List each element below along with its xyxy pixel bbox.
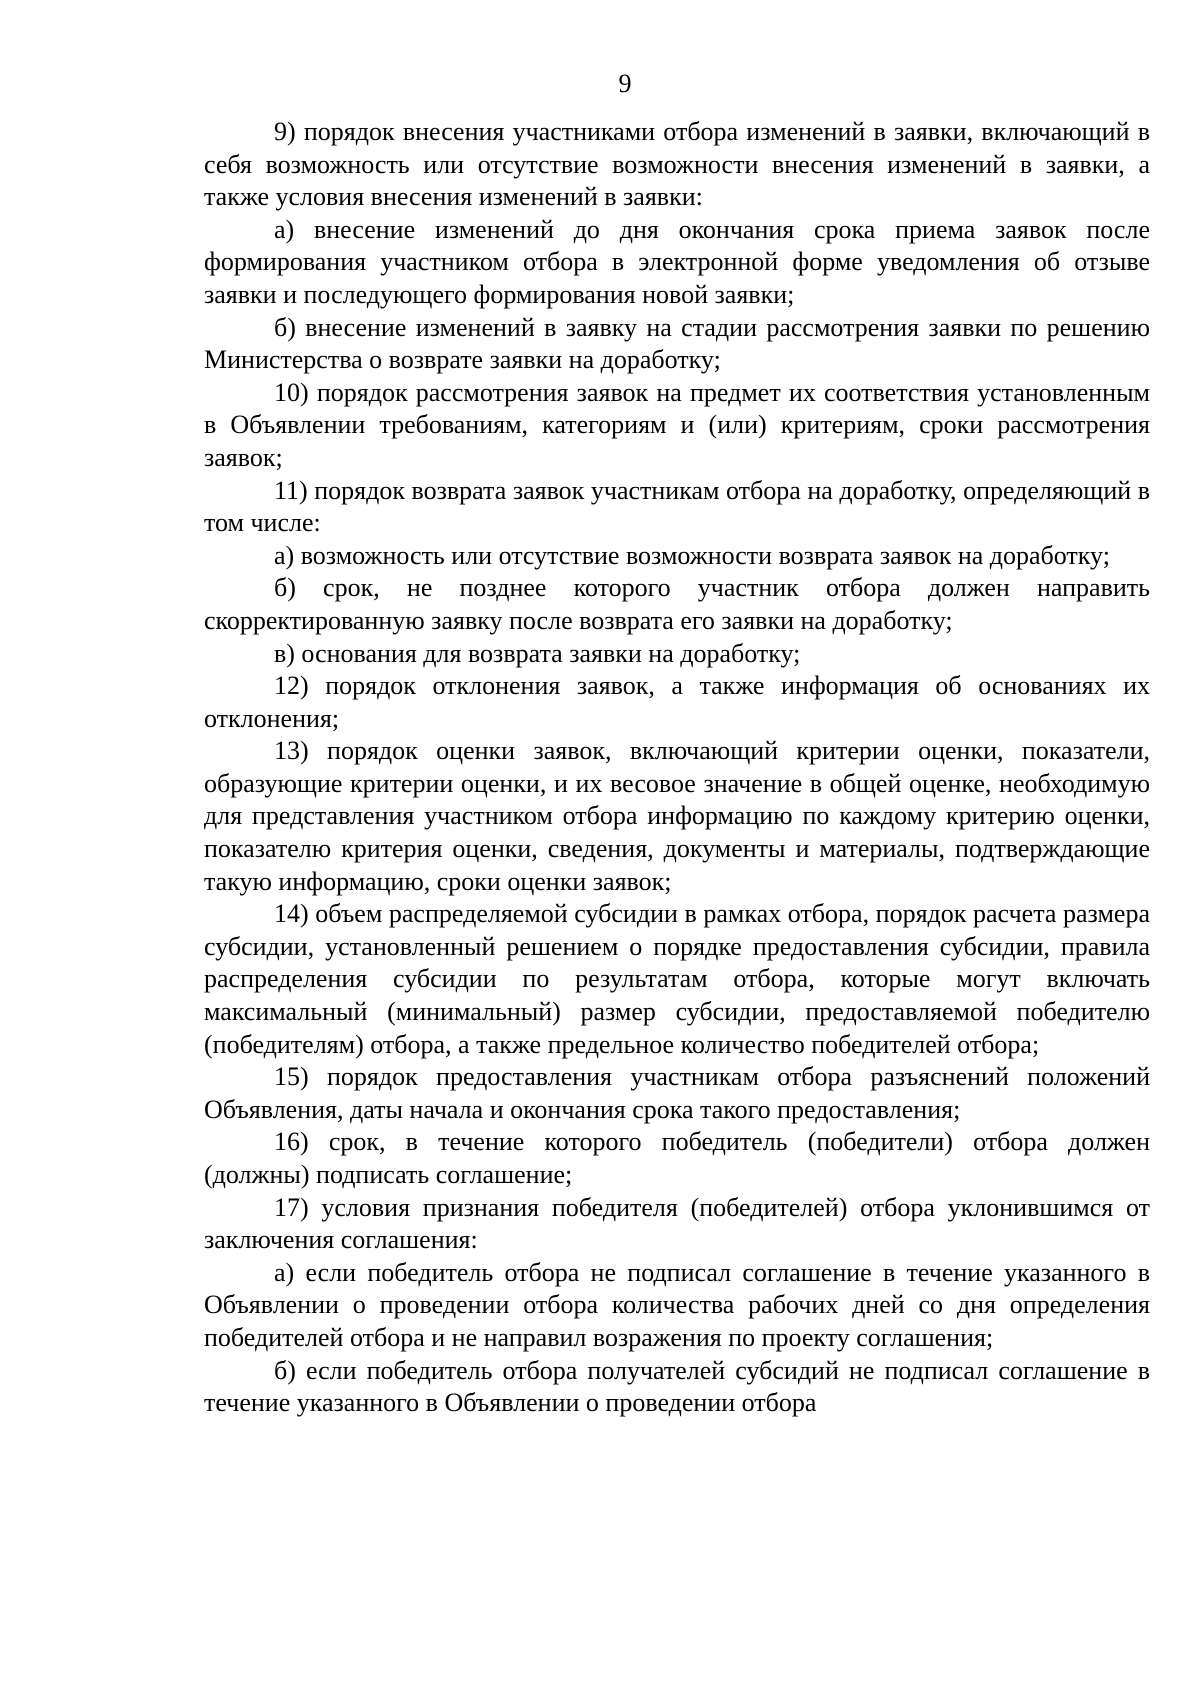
page-number: 9 bbox=[618, 69, 632, 98]
paragraph-item-13: 13) порядок оценки заявок, включающий критерии оценки, показатели, образующие критерии оценки, и их весовое значение в общей оценке, необходимую для представления участником отбора информацию по каждому критерию оценки, показателю критерия оценки, сведения, документы и материалы, подтверждающие такую информацию, сроки оценки заявок; bbox=[204, 736, 1150, 896]
paragraph-item-17a: а) если победитель отбора не подписал соглашение в течение указанного в Объявлении о проведении отбора количества рабочих дней со дня определения победителей отбора и не направил возражения по проекту соглашения; bbox=[204, 1257, 1150, 1352]
paragraph-item-14: 14) объем распределяемой субсидии в рамках отбора, порядок расчета размера субсидии, установленный решением о порядке предоставления субсидии, правила распределения субсидии по результатам отбора, которые могут включать максимальный (минимальный) размер субсидии, предоставляемой победителю (победителям) отбора, а также предельное количество победителей отбора; bbox=[204, 899, 1150, 1059]
paragraph-item-10: 10) порядок рассмотрения заявок на предмет их соответствия установленным в Объявлении требованиям, категориям и (или) критериям, сроки рассмотрения заявок; bbox=[204, 377, 1150, 472]
paragraph-item-9a: а) внесение изменений до дня окончания срока приема заявок после формирования участником отбора в электронной форме уведомления об отзыве заявки и последующего формирования новой заявки; bbox=[204, 214, 1150, 309]
paragraph-item-9b: б) внесение изменений в заявку на стадии рассмотрения заявки по решению Министерства о возврате заявки на доработку; bbox=[204, 312, 1150, 375]
paragraph-item-11: 11) порядок возврата заявок участникам отбора на доработку, определяющий в том числе: bbox=[204, 475, 1150, 538]
paragraph-item-17b: б) если победитель отбора получателей субсидий не подписал соглашение в течение указанного в Объявлении о проведении отбора bbox=[204, 1355, 1150, 1418]
paragraph-item-9: 9) порядок внесения участниками отбора изменений в заявки, включающий в себя возможность или отсутствие возможности внесения изменений в заявки, а также условия внесения изменений в заявки: bbox=[204, 117, 1150, 212]
document-body bbox=[204, 116, 1150, 1420]
paragraph-item-16: 16) срок, в течение которого победитель (победители) отбора должен (должны) подписать соглашение; bbox=[204, 1127, 1150, 1189]
paragraph-item-11a: а) возможность или отсутствие возможности возврата заявок на доработку; bbox=[274, 540, 1110, 570]
paragraph-item-11b: б) срок, не позднее которого участник отбора должен направить скорректированную заявку после возврата его заявки на доработку; bbox=[204, 573, 1150, 635]
paragraph-item-17: 17) условия признания победителя (победителей) отбора уклонившимся от заключения соглашения: bbox=[204, 1192, 1150, 1255]
paragraph-item-11v: в) основания для возврата заявки на доработку; bbox=[274, 638, 801, 668]
paragraph-item-12: 12) порядок отклонения заявок, а также информация об основаниях их отклонения; bbox=[204, 671, 1150, 733]
paragraph-item-15: 15) порядок предоставления участникам отбора разъяснений положений Объявления, даты начала и окончания срока такого предоставления; bbox=[204, 1062, 1150, 1124]
